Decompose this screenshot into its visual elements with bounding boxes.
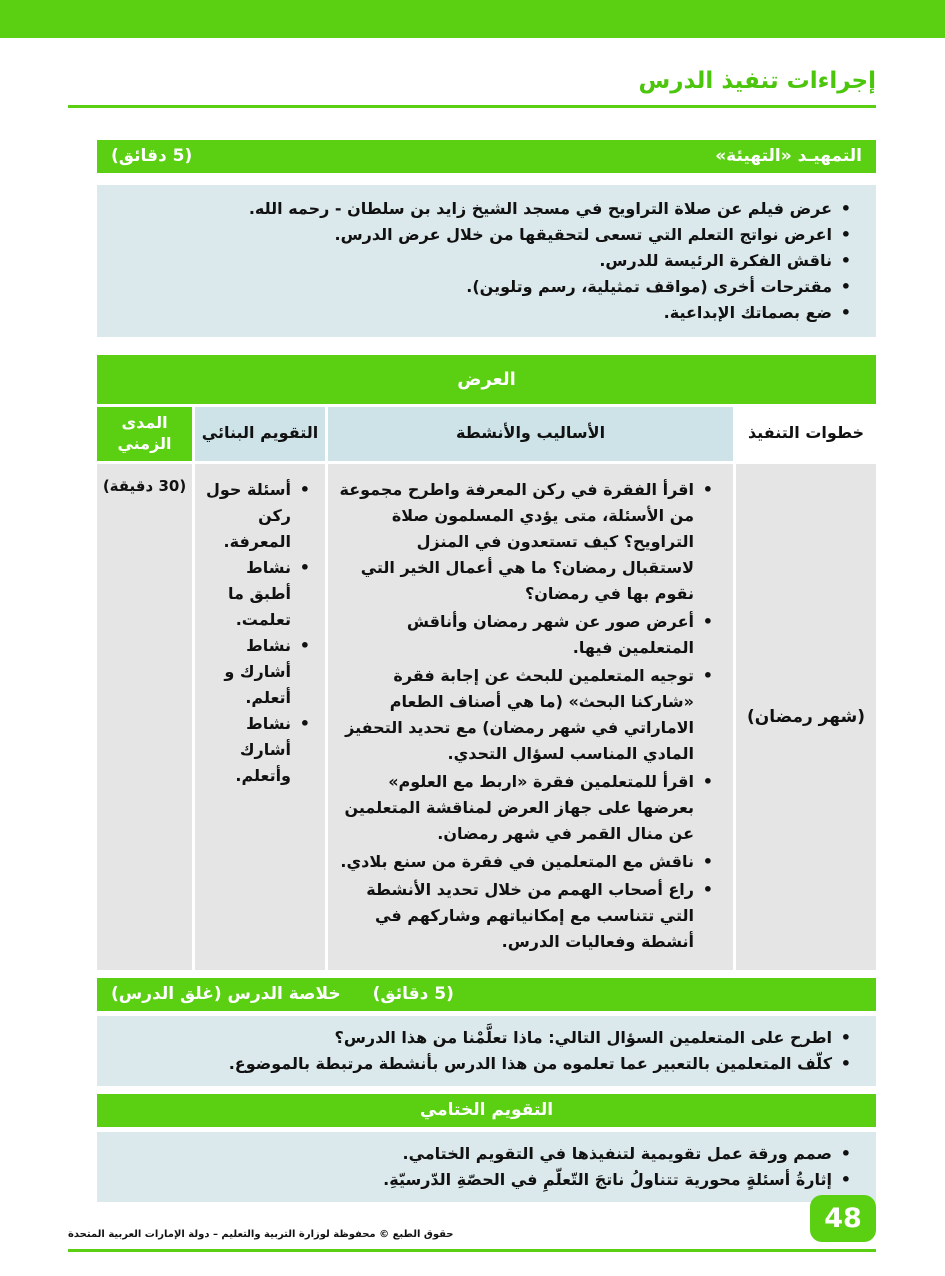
intro-title: التمهيـد «التهيئة» bbox=[715, 146, 862, 166]
cell-steps bbox=[736, 464, 876, 970]
closure-title: خلاصة الدرس (غلق الدرس) bbox=[111, 984, 341, 1004]
page-title: إجراءات تنفيذ الدرس bbox=[638, 68, 876, 94]
intro-section bbox=[97, 140, 876, 337]
list-item: • ناقش مع المتعلمين في فقرة من سنع بلادي. bbox=[339, 849, 722, 875]
list-item: • ضع بصماتك الإبداعية. bbox=[113, 300, 860, 326]
column-header-methods: الأساليب والأنشطة bbox=[328, 407, 733, 461]
list-item: • نشاط أشارك و أتعلم. bbox=[201, 633, 319, 711]
final-assessment-list bbox=[113, 1141, 860, 1193]
list-item: • نشاط أطبق ما تعلمت. bbox=[201, 555, 319, 633]
list-item: • اطرح على المتعلمين السؤال التالي: ماذا تعلَّمْنا من هذا الدرس؟ bbox=[113, 1025, 860, 1051]
column-header-time: المدى الزمني bbox=[97, 407, 192, 461]
time-value: (30 دقيقة) bbox=[102, 476, 187, 495]
intro-list bbox=[113, 196, 860, 326]
closure-header-bar bbox=[97, 978, 876, 1011]
content-area bbox=[97, 140, 876, 1202]
footer-divider bbox=[68, 1249, 876, 1252]
list-item: • راع أصحاب الهمم من خلال تحديد الأنشطة التي تتناسب مع إمكانياتهم وشاركهم في أنشطة وفعاليات الدرس. bbox=[339, 877, 722, 955]
final-assessment-panel bbox=[97, 1132, 876, 1202]
footer-row bbox=[68, 1195, 876, 1242]
list-item: • ناقش الفكرة الرئيسة للدرس. bbox=[113, 248, 860, 274]
closure-section bbox=[97, 978, 876, 1086]
column-header-formative: التقويم البنائي bbox=[195, 407, 325, 461]
copyright-text: حقوق الطبع © محفوظة لوزارة التربية والتعليم – دولة الإمارات العربية المتحدة bbox=[68, 1229, 454, 1240]
list-item: • صمم ورقة عمل تقويمية لتنفيذها في التقويم الختامي. bbox=[113, 1141, 860, 1167]
list-item: • اعرض نواتج التعلم التي تسعى لتحقيقها من خلال عرض الدرس. bbox=[113, 222, 860, 248]
final-assessment-section bbox=[97, 1094, 876, 1202]
steps-value: (شهر رمضان) bbox=[747, 706, 865, 727]
closure-panel bbox=[97, 1016, 876, 1086]
intro-panel bbox=[97, 185, 876, 337]
page-number-badge bbox=[810, 1195, 876, 1242]
page-number: 48 bbox=[824, 1203, 862, 1234]
column-header-steps: خطوات التنفيذ bbox=[736, 407, 876, 461]
intro-header-bar bbox=[97, 140, 876, 173]
formative-list bbox=[201, 477, 319, 789]
list-item: • مقترحات أخرى (مواقف تمثيلية، رسم وتلوين). bbox=[113, 274, 860, 300]
closure-list bbox=[113, 1025, 860, 1077]
list-item: • إثارةُ أسئلةٍ محورية تتناولُ ناتجَ التّعلّمِ في الحصّةِ الدّرسيّةِ. bbox=[113, 1167, 860, 1193]
list-item: • اقرأ للمتعلمين فقرة «اربط مع العلوم» بعرضها على جهاز العرض لمناقشة المتعلمين عن منال القمر في شهر رمضان. bbox=[339, 769, 722, 847]
intro-duration: (5 دقائق) bbox=[111, 146, 193, 166]
list-item: • أعرض صور عن شهر رمضان وأناقش المتعلمين فيها. bbox=[339, 609, 722, 661]
list-item: • كلّف المتعلمين بالتعبير عما تعلموه من هذا الدرس بأنشطة مرتبطة بالموضوع. bbox=[113, 1051, 860, 1077]
presentation-table bbox=[97, 355, 876, 970]
top-green-strip bbox=[0, 0, 945, 38]
list-item: • توجيه المتعلمين للبحث عن إجابة فقرة «شاركنا البحث» (ما هي أصناف الطعام الاماراتي في شهر رمضان) مع تحديد التحفيز المادي المناسب لسؤال التحدي. bbox=[339, 663, 722, 767]
page-footer bbox=[68, 1195, 876, 1252]
methods-list bbox=[339, 477, 722, 955]
cell-formative bbox=[195, 464, 325, 970]
cell-time bbox=[97, 464, 192, 970]
list-item: • أسئلة حول ركن المعرفة. bbox=[201, 477, 319, 555]
presentation-title: العرض bbox=[97, 355, 876, 404]
cell-methods bbox=[328, 464, 733, 970]
page-header bbox=[68, 66, 876, 108]
list-item: • اقرأ الفقرة في ركن المعرفة واطرح مجموعة من الأسئلة، متى يؤدي المسلمون صلاة التراويح؟ كيف تستعدون في المنزل لاستقبال رمضان؟ ما هي أعمال الخير التي نقوم بها في رمضان؟ bbox=[339, 477, 722, 607]
final-assessment-header-bar bbox=[97, 1094, 876, 1127]
list-item: • عرض فيلم عن صلاة التراويح في مسجد الشيخ زايد بن سلطان - رحمه الله. bbox=[113, 196, 860, 222]
title-divider bbox=[68, 105, 876, 108]
final-assessment-title: التقويم الختامي bbox=[419, 1100, 554, 1120]
list-item: • نشاط أشارك وأتعلم. bbox=[201, 711, 319, 789]
closure-duration: (5 دقائق) bbox=[372, 984, 454, 1004]
